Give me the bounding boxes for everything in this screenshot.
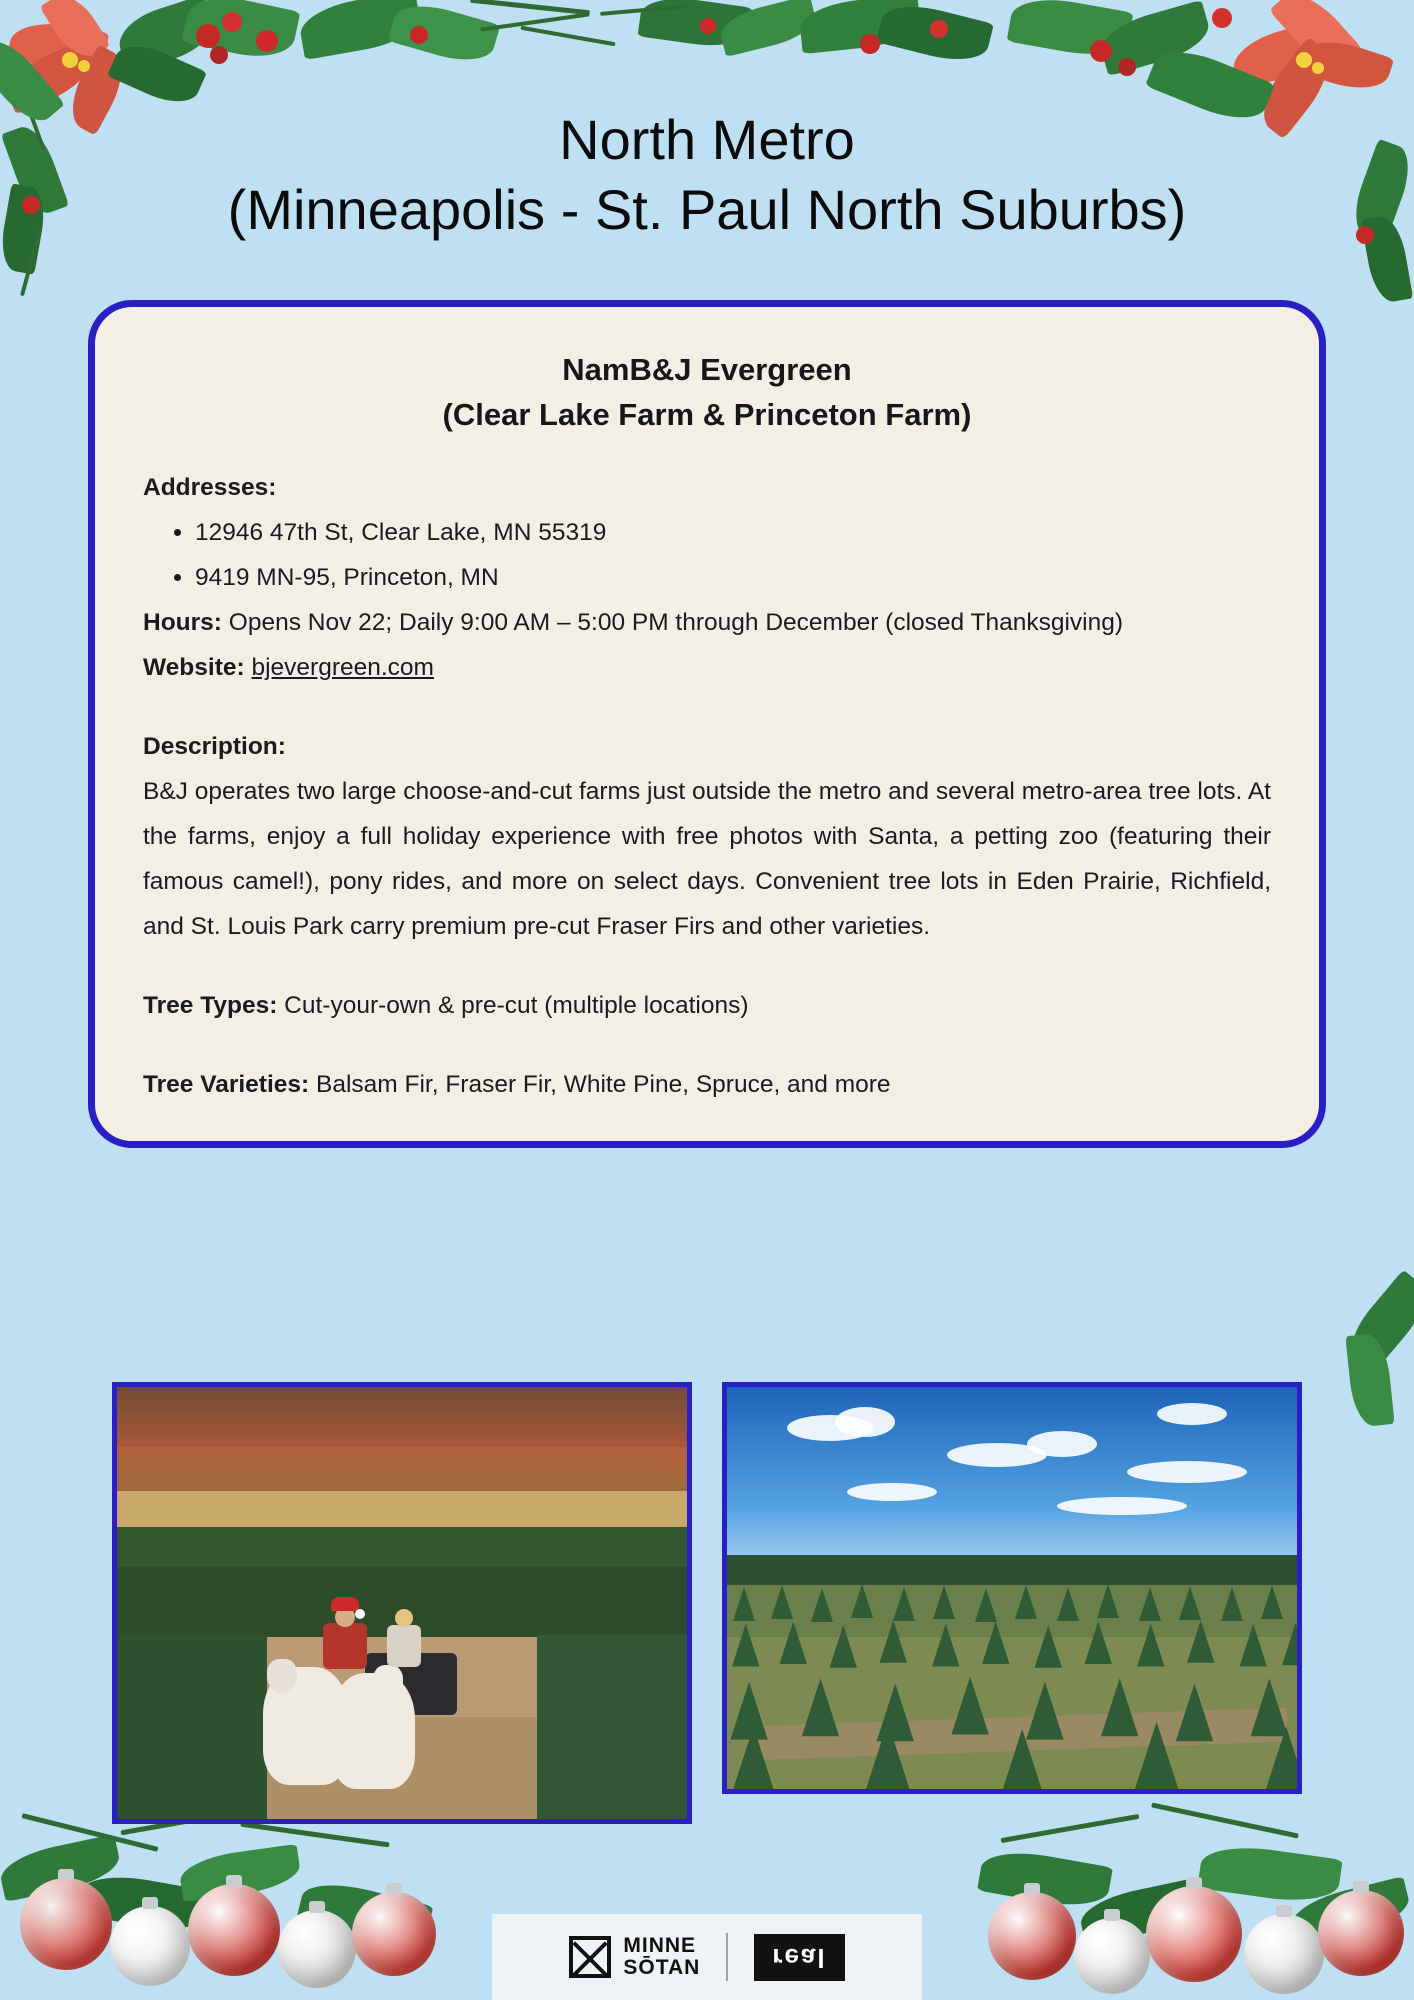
card-title-line1: NamB&J Evergreen xyxy=(562,352,852,387)
website-label: Website: xyxy=(143,654,245,681)
ornament-icon xyxy=(988,1892,1076,1980)
page-title-line2: (Minneapolis - St. Paul North Suburbs) xyxy=(227,178,1187,241)
hours-value: Opens Nov 22; Daily 9:00 AM – 5:00 PM through December (closed Thanksgiving) xyxy=(228,609,1124,636)
tree-types-label: Tree Types: xyxy=(143,992,278,1019)
ornament-icon xyxy=(1318,1890,1404,1976)
description-block xyxy=(143,724,1271,949)
page-title-line1: North Metro xyxy=(559,108,855,171)
logo-divider xyxy=(726,1933,728,1981)
minnesotan-logo xyxy=(569,1935,700,1979)
tree-varieties-label: Tree Varieties: xyxy=(143,1071,310,1098)
website-row xyxy=(143,645,1271,690)
tree-types-value: Cut-your-own & pre-cut (multiple locations) xyxy=(284,992,749,1019)
addresses-list xyxy=(143,510,1271,600)
ornament-icon xyxy=(1074,1918,1150,1994)
tree-varieties-row xyxy=(143,1062,1271,1107)
photo-christmas-tree-field-under-blue-sky xyxy=(722,1382,1302,1794)
card-title-line2: (Clear Lake Farm & Princeton Farm) xyxy=(442,397,972,432)
list-item: • 9419 MN-95, Princeton, MN xyxy=(195,555,1271,600)
card-title xyxy=(143,347,1271,437)
hours-label: Hours: xyxy=(143,609,222,636)
ornament-icon xyxy=(352,1892,436,1976)
footer-logo-bar xyxy=(492,1914,922,2000)
tree-varieties-value: Balsam Fir, Fraser Fir, White Pine, Spruce, and more xyxy=(315,1071,891,1098)
website-link[interactable]: bjevergreen.com xyxy=(251,654,434,681)
photo-horse-drawn-wagon-at-tree-farm xyxy=(112,1382,692,1824)
ornament-icon xyxy=(1244,1914,1324,1994)
list-item: • 12946 47th St, Clear Lake, MN 55319 xyxy=(195,510,1271,555)
farm-info-card xyxy=(88,300,1326,1148)
ornament-icon xyxy=(110,1906,190,1986)
hours-row xyxy=(143,600,1271,645)
ornament-icon xyxy=(20,1878,112,1970)
addresses-label: Addresses: xyxy=(143,474,277,501)
description-label: Description: xyxy=(143,733,286,760)
minnesotan-wordmark-line1: MINNE xyxy=(623,1934,697,1957)
minnesotan-mark-icon xyxy=(569,1936,611,1978)
description-text: B&J operates two large choose-and-cut farms just outside the metro and several metro-area tree lots. At the farms, enjoy a full holiday experience with free photos with Santa, a petting zoo (featuring their famous camel!), pony rides, and more on select days. Convenient tree lots in Eden Prairie, Richfield, and St. Louis Park carry premium pre-cut Fraser Firs and other varieties. xyxy=(143,778,1271,940)
real-logo: real xyxy=(754,1934,844,1981)
minnesotan-wordmark xyxy=(623,1935,700,1979)
ornament-icon xyxy=(188,1884,280,1976)
tree-types-row xyxy=(143,983,1271,1028)
ornament-icon xyxy=(278,1910,356,1988)
minnesotan-wordmark-line2: SŌTAN xyxy=(623,1956,701,1979)
page-title xyxy=(0,105,1414,245)
ornament-icon xyxy=(1146,1886,1242,1982)
